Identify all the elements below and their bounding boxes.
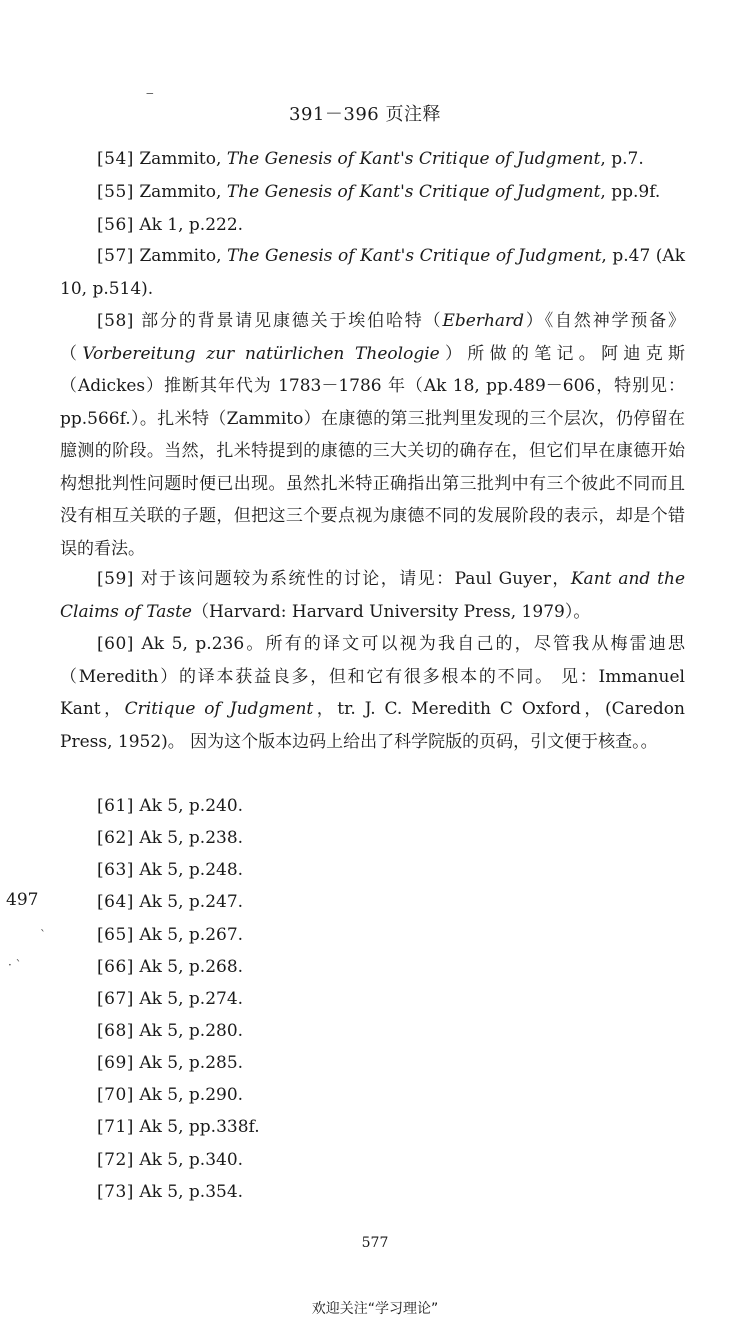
note-text: Ak 5, p.247.	[139, 892, 244, 912]
note-italic: Critique of Judgment	[124, 699, 314, 719]
note-65	[97, 919, 657, 952]
note-italic: Vorbereitung zur natürlichen Theologie	[82, 343, 440, 364]
note-index: [73]	[97, 1182, 134, 1202]
note-text: Ak 1, p.222.	[139, 215, 244, 235]
note-text: Ak 5, p.285.	[139, 1053, 244, 1073]
note-72	[97, 1144, 657, 1177]
note-59	[60, 563, 685, 628]
note-index: [67]	[97, 989, 134, 1009]
note-text: Ak 5, p.354.	[139, 1182, 244, 1202]
note-index: [55]	[97, 182, 134, 202]
note-italic: Kant and the Claims of Taste	[60, 569, 686, 622]
note-73	[97, 1176, 657, 1209]
note-index: [56]	[97, 215, 134, 235]
note-55	[60, 176, 685, 209]
note-text: ）所做的笔记。阿迪克斯（Adickes）推断其年代为 1783－1786 年（Ak 18, pp.489－606，特别见：pp.566f.）。扎米特（Zammito）在康德的第三批判里发现的三个层次，仍停留在臆测的阶段。当然，扎米特提到的康德的三大关切的确存在，但它们早在康德开始构想批判性问题时便已出现。虽然扎米特正确指出第三批判中有三个彼此不同而且没有相互关联的子题，但把这三个要点视为康德不同的发展阶段的表示，却是个错误的看法。	[60, 343, 686, 559]
note-text: Ak 5, p.268.	[139, 957, 244, 977]
note-text: Ak 5, p.267.	[139, 925, 244, 945]
note-64	[97, 886, 657, 919]
note-index: [54]	[97, 149, 134, 169]
note-book-title: The Genesis of Kant's Critique of Judgment	[226, 149, 601, 169]
note-text: Ak 5, p.274.	[139, 989, 244, 1009]
note-index: [69]	[97, 1053, 134, 1073]
note-index: [71]	[97, 1117, 134, 1137]
note-index: [66]	[97, 957, 134, 977]
note-text: 部分的背景请见康德关于埃伯哈特（	[141, 311, 443, 331]
note-index: [65]	[97, 925, 134, 945]
note-index: [68]	[97, 1021, 134, 1041]
note-67	[97, 983, 657, 1016]
note-62	[97, 822, 657, 855]
note-text: Ak 5, p.236。所有的译文可以视为我自己的，尽管我从梅雷迪思（Meredith）的译本获益良多，但和它有很多根本的不同。 见：Immanuel Kant，	[60, 634, 685, 719]
note-index: [63]	[97, 860, 134, 880]
note-66	[97, 951, 657, 984]
note-tail: , p.47 (Ak 10, p.514).	[60, 246, 686, 299]
scan-mark: `	[40, 928, 46, 942]
note-63	[97, 854, 657, 887]
note-index: [58]	[97, 311, 134, 331]
margin-page-number: 497	[6, 890, 39, 910]
scan-mark: ‒	[146, 86, 154, 100]
note-text: Ak 5, p.280.	[139, 1021, 244, 1041]
note-text: Ak 5, p.340.	[139, 1150, 244, 1170]
note-61	[97, 790, 657, 823]
note-index: [64]	[97, 892, 134, 912]
note-text: Ak 5, p.240.	[139, 796, 244, 816]
note-71	[97, 1111, 657, 1144]
note-54	[60, 143, 685, 176]
note-68	[97, 1015, 657, 1048]
note-text: 对于该问题较为系统性的讨论，请见：Paul Guyer，	[140, 569, 571, 589]
note-58	[60, 305, 685, 565]
note-author: Zammito,	[139, 182, 222, 202]
note-italic: Eberhard	[442, 311, 525, 331]
note-index: [60]	[97, 634, 134, 654]
note-index: [59]	[97, 569, 134, 589]
note-tail: , pp.9f.	[600, 182, 661, 202]
note-index: [61]	[97, 796, 134, 816]
note-56	[60, 209, 685, 242]
note-text: Ak 5, p.290.	[139, 1085, 244, 1105]
note-tail: , p.7.	[600, 149, 644, 169]
footer-text: 欢迎关注“学习理论”	[311, 1301, 439, 1317]
note-text: Ak 5, p.248.	[139, 860, 244, 880]
note-60	[60, 628, 685, 758]
note-book-title: The Genesis of Kant's Critique of Judgment	[226, 182, 601, 202]
note-index: [57]	[97, 246, 134, 266]
scan-mark: · `	[8, 958, 22, 972]
note-text: Ak 5, p.238.	[139, 828, 244, 848]
page-title: 391－396 页注释	[289, 104, 441, 125]
note-70	[97, 1079, 657, 1112]
note-index: [72]	[97, 1150, 134, 1170]
page-number: 577	[361, 1235, 389, 1251]
note-index: [62]	[97, 828, 134, 848]
note-text: ）《自然神学预备》（	[60, 311, 686, 364]
note-index: [70]	[97, 1085, 134, 1105]
note-text: Ak 5, pp.338f.	[139, 1117, 260, 1137]
note-text: ，tr. J. C. Meredith C Oxford，(Caredon Press, 1952)。 因为这个版本边码上给出了科学院版的页码，引文便于核查。。	[60, 699, 685, 752]
note-57	[60, 240, 685, 305]
note-text: （Harvard: Harvard University Press, 1979）。	[191, 601, 591, 622]
note-69	[97, 1047, 657, 1080]
note-author: Zammito,	[139, 149, 222, 169]
note-book-title: The Genesis of Kant's Critique of Judgment	[227, 246, 602, 266]
note-author: Zammito,	[139, 246, 222, 266]
